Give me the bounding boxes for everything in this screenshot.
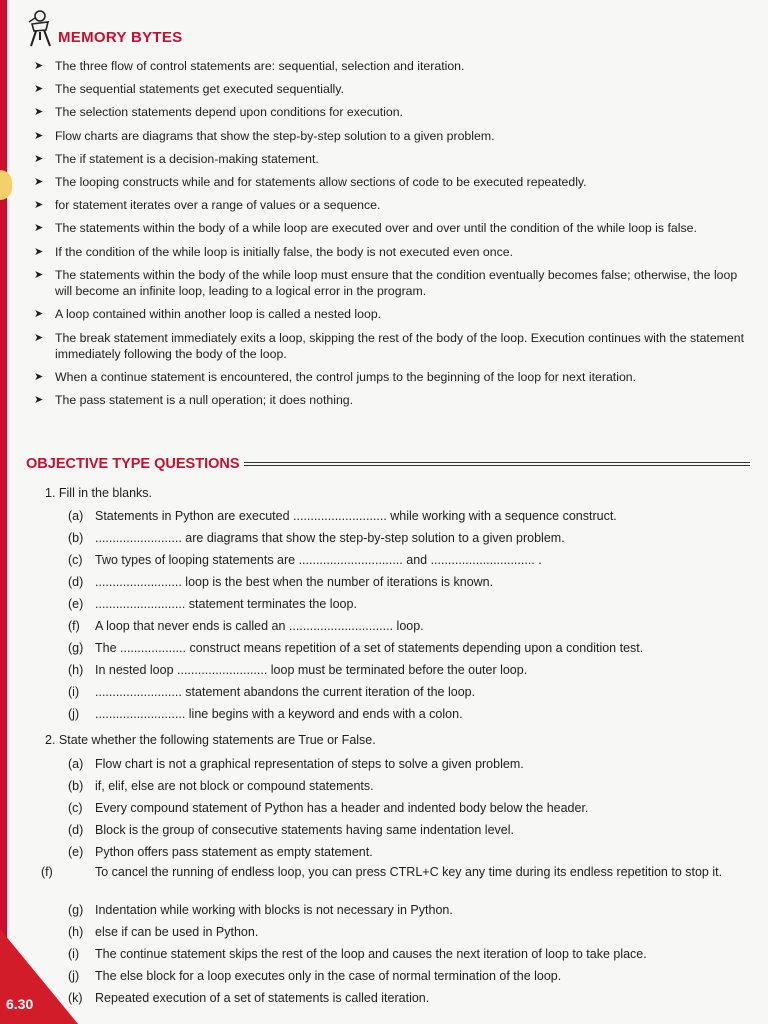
arrow-bullet-icon: ➤ [34, 152, 44, 165]
true-false-item: (g) Indentation while working with blocks is not necessary in Python. [68, 903, 453, 917]
list-item: ➤ Flow charts are diagrams that show the step-by-step solution to a given problem. [34, 128, 495, 143]
list-item: ➤ The break statement immediately exits a loop, skipping the rest of the body of the loop. Execution continues with the statement immediately following the body of the loop. [34, 330, 745, 362]
arrow-bullet-icon: ➤ [34, 308, 44, 321]
list-item: ➤ The pass statement is a null operation; it does nothing. [34, 393, 354, 408]
true-false-item: (i) The continue statement skips the rest of the loop and causes the next iteration of loop to take place. [68, 947, 647, 961]
left-margin-strip [0, 0, 7, 1024]
memory-bytes-list [34, 58, 756, 416]
fill-blank-item: (f) A loop that never ends is called an .............................. loop. [68, 619, 424, 633]
arrow-bullet-icon: ➤ [34, 83, 44, 96]
fill-blank-item: (g) The ................... construct means repetition of a set of statements depending upon a condition test. [68, 641, 644, 655]
list-item: ➤ The looping constructs while and for statements allow sections of code to be executed repeatedly. [34, 174, 587, 189]
arrow-bullet-icon: ➤ [34, 60, 44, 72]
page-number: 6.30 [6, 996, 34, 1012]
objective-header [26, 456, 750, 472]
arrow-bullet-icon: ➤ [34, 199, 44, 212]
true-false-item: (k) Repeated execution of a set of statements is called iteration. [68, 991, 430, 1005]
true-false-item: (d) Block is the group of consecutive statements having same indentation level. [68, 823, 514, 837]
list-item: ➤ A loop contained within another loop is called a nested loop. [34, 307, 382, 322]
arrow-bullet-icon: ➤ [34, 175, 44, 188]
true-false-item: (b) if, elif, else are not block or compound statements. [68, 779, 374, 793]
reading-person-icon [26, 8, 56, 48]
list-item: ➤ The sequential statements get executed sequentially. [34, 82, 344, 97]
question-1-title: 1. Fill in the blanks. [45, 486, 152, 500]
list-item: ➤ If the condition of the while loop is initially false, the body is not executed even once. [34, 244, 513, 259]
fill-blank-item: (e) .......................... statement terminates the loop. [68, 597, 357, 611]
list-item: ➤ for statement iterates over a range of values or a sequence. [34, 198, 381, 213]
arrow-bullet-icon: ➤ [34, 129, 44, 142]
arrow-bullet-icon: ➤ [34, 331, 44, 344]
true-false-item: (h) else if can be used in Python. [68, 925, 259, 939]
fill-blank-item: (a) Statements in Python are executed ........................... while working with a sequence construct. [68, 509, 617, 523]
true-false-item: (f) To cancel the running of endless loop, you can press CTRL+C key any time during its endless repetition to stop it. [41, 865, 723, 879]
arrow-bullet-icon: ➤ [34, 245, 44, 258]
fill-blank-item: (j) .......................... line begins with a keyword and ends with a colon. [68, 707, 463, 721]
list-item: ➤ When a continue statement is encountered, the control jumps to the beginning of the loop for next iteration. [34, 370, 637, 385]
arrow-bullet-icon: ➤ [34, 371, 44, 384]
list-item: ➤ The statements within the body of a while loop are executed over and over until the condition of the while loop is false. [34, 221, 697, 236]
list-item: ➤ The statements within the body of the while loop must ensure that the condition eventually becomes false; otherwise, the loop will become an infinite loop, leading to a logical error in the program. [34, 267, 738, 299]
list-item: ➤ The three flow of control statements are: sequential, selection and iteration. [34, 59, 465, 73]
list-item: ➤ The if statement is a decision-making statement. [34, 151, 319, 166]
true-false-item: (j) The else block for a loop executes only in the case of normal termination of the loop. [68, 969, 562, 983]
fill-blank-item: (b) ......................... are diagrams that show the step-by-step solution to a given problem. [68, 531, 565, 545]
arrow-bullet-icon: ➤ [34, 268, 44, 281]
memory-bytes-title: MEMORY BYTES [58, 29, 183, 46]
fill-blank-item: (d) ......................... loop is the best when the number of iterations is known. [68, 575, 494, 589]
fill-blank-item: (i) ......................... statement abandons the current iteration of the loop. [68, 685, 476, 699]
header-rule [244, 462, 750, 466]
arrow-bullet-icon: ➤ [34, 106, 44, 119]
memory-bytes-header [26, 8, 182, 48]
fill-blank-item: (h) In nested loop .......................... loop must be terminated before the outer loop. [68, 663, 528, 677]
true-false-item: (c) Every compound statement of Python has a header and indented body below the header. [68, 801, 589, 815]
objective-title: OBJECTIVE TYPE QUESTIONS [26, 456, 240, 472]
true-false-item: (a) Flow chart is not a graphical representation of steps to solve a given problem. [68, 757, 524, 771]
arrow-bullet-icon: ➤ [34, 394, 44, 407]
fill-blank-item: (c) Two types of looping statements are .............................. and .............................. . [68, 553, 542, 567]
arrow-bullet-icon: ➤ [34, 222, 44, 235]
true-false-item: (e) Python offers pass statement as empty statement. [68, 845, 373, 859]
question-2-title: 2. State whether the following statements are True or False. [45, 733, 376, 747]
margin-tab-marker [0, 170, 12, 200]
list-item: ➤ The selection statements depend upon conditions for execution. [34, 105, 403, 120]
